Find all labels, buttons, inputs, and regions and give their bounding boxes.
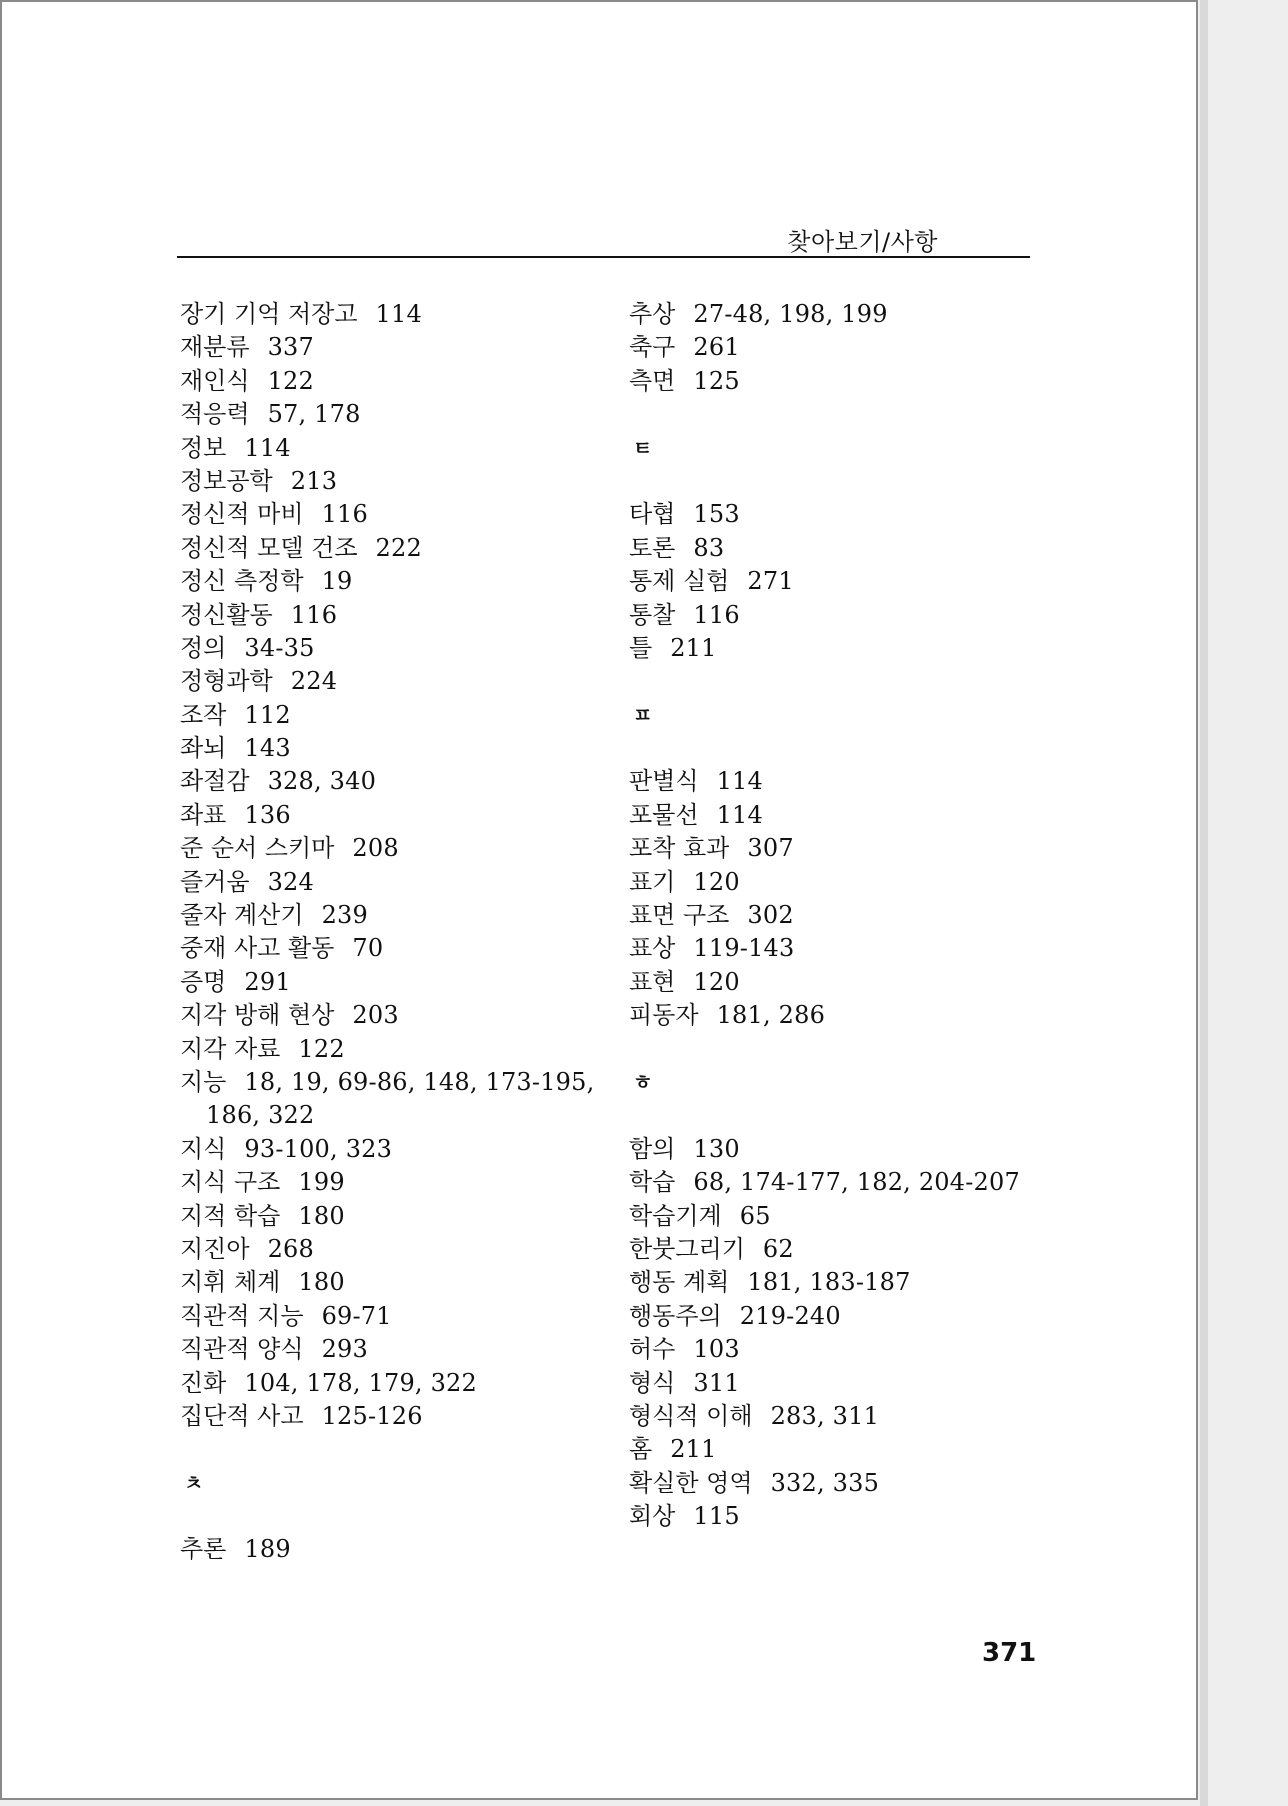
index-entry: 정형과학 224 xyxy=(180,667,338,696)
index-entry: 확실한 영역 332, 335 xyxy=(629,1468,880,1497)
index-entry: 진화 104, 178, 179, 322 xyxy=(180,1368,477,1397)
section-gap xyxy=(629,398,1049,431)
index-entry: 지휘 체계 180 xyxy=(180,1268,345,1297)
index-entry: 지식 구조 199 xyxy=(180,1168,345,1197)
running-header: 찾아보기/사항 xyxy=(787,228,938,256)
index-entry: 중재 사고 활동 70 xyxy=(180,934,384,963)
page-number: 371 xyxy=(982,1638,1037,1668)
index-entry: 회상 115 xyxy=(629,1502,740,1531)
index-entry: 측면 125 xyxy=(629,366,740,395)
index-entry: 정신 측정학 19 xyxy=(180,567,353,596)
index-entry: 즐거움 324 xyxy=(180,867,314,896)
index-entry: 직관적 지능 69-71 xyxy=(180,1301,392,1330)
index-entry: 토론 83 xyxy=(629,533,725,562)
index-entry: 집단적 사고 125-126 xyxy=(180,1401,423,1430)
index-entry: 추론 189 xyxy=(180,1535,291,1564)
index-entry: 행동 계획 181, 183-187 xyxy=(629,1268,911,1297)
index-entry: 한붓그리기 62 xyxy=(629,1234,794,1263)
section-gap xyxy=(629,1033,1049,1066)
section-gap xyxy=(180,1433,620,1466)
index-entry: 추상 27-48, 198, 199 xyxy=(629,300,888,328)
section-heading-ch: ㅊ xyxy=(184,1470,204,1495)
index-entry: 타협 153 xyxy=(629,500,740,529)
index-column-left xyxy=(180,298,620,1567)
section-heading-h: ㅎ xyxy=(633,1069,653,1094)
index-entry: 형식적 이해 283, 311 xyxy=(629,1401,880,1430)
index-entry: 통제 실험 271 xyxy=(629,567,794,596)
index-entry: 허수 103 xyxy=(629,1335,740,1364)
index-entry: 축구 261 xyxy=(629,333,740,362)
index-entry: 직관적 양식 293 xyxy=(180,1335,368,1364)
index-entry: 적응력 57, 178 xyxy=(180,400,361,429)
index-entry-continuation: 186, 322 xyxy=(206,1101,315,1130)
index-entry: 표기 120 xyxy=(629,867,740,896)
section-heading-t: ㅌ xyxy=(633,435,653,460)
index-entry: 함의 130 xyxy=(629,1134,740,1163)
index-entry: 표현 120 xyxy=(629,967,740,996)
index-entry: 증명 291 xyxy=(180,967,291,996)
index-entry: 좌뇌 143 xyxy=(180,734,291,763)
index-entry: 정신적 마비 116 xyxy=(180,500,368,529)
index-entry: 표면 구조 302 xyxy=(629,901,794,930)
index-entry: 지진아 268 xyxy=(180,1234,314,1263)
section-gap xyxy=(180,1500,620,1533)
index-entry: 정의 34-35 xyxy=(180,633,315,662)
index-entry: 정신적 모델 건조 222 xyxy=(180,533,422,562)
section-heading-p: ㅍ xyxy=(633,702,653,727)
index-entry: 정신활동 116 xyxy=(180,600,338,629)
index-entry: 포물선 114 xyxy=(629,800,763,829)
index-entry: 피동자 181, 286 xyxy=(629,1001,826,1030)
index-entry: 좌절감 328, 340 xyxy=(180,767,377,796)
index-entry: 지각 자료 122 xyxy=(180,1034,345,1063)
index-entry: 표상 119-143 xyxy=(629,934,795,963)
index-entry: 줄자 계산기 239 xyxy=(180,901,368,930)
index-entry: 재인식 122 xyxy=(180,366,314,395)
header-rule xyxy=(177,256,1030,258)
section-gap xyxy=(629,732,1049,765)
index-entry: 재분류 337 xyxy=(180,333,314,362)
index-entry: 판별식 114 xyxy=(629,767,763,796)
index-column-right xyxy=(629,298,1049,1533)
index-entry: 행동주의 219-240 xyxy=(629,1301,841,1330)
index-entry: 장기 기억 저장고 114 xyxy=(180,300,422,328)
section-gap xyxy=(629,465,1049,498)
index-entry: 지식 93-100, 323 xyxy=(180,1134,393,1163)
index-entry: 틀 211 xyxy=(629,633,717,662)
index-entry: 포착 효과 307 xyxy=(629,834,794,863)
index-entry: 형식 311 xyxy=(629,1368,740,1397)
index-entry: 정보공학 213 xyxy=(180,466,338,495)
index-entry: 학습 68, 174-177, 182, 204-207 xyxy=(629,1168,1020,1197)
index-entry: 조작 112 xyxy=(180,700,291,729)
index-entry: 정보 114 xyxy=(180,433,291,462)
section-gap xyxy=(629,1099,1049,1132)
section-gap xyxy=(629,665,1049,698)
index-entry: 학습기계 65 xyxy=(629,1201,771,1230)
index-entry: 지능 18, 19, 69-86, 148, 173-195, xyxy=(180,1067,595,1096)
index-entry: 통찰 116 xyxy=(629,600,740,629)
index-entry: 준 순서 스키마 208 xyxy=(180,834,399,863)
index-entry: 지적 학습 180 xyxy=(180,1201,345,1230)
index-entry: 좌표 136 xyxy=(180,800,291,829)
index-entry: 홈 211 xyxy=(629,1435,717,1464)
viewer-edge xyxy=(1200,0,1208,1806)
index-entry: 지각 방해 현상 203 xyxy=(180,1001,399,1030)
